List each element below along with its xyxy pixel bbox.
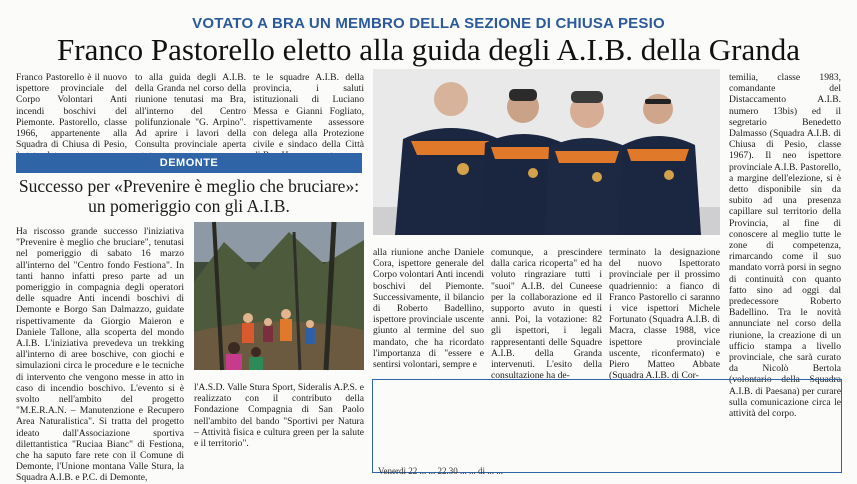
main-article-col-6: terminato la designazione del nuovo Ispettorato provinciale per il prossimo quadriennio: a fianco di Franco Pastorello ci saranno i vice ispettori Michele Fortunato (Squadra A.I.B. di Macra, classe 1988, vice ispettore provinciale uscente, riconfermato) e Piero Matteo Abbate (Squadra A.I.B. di Cor-: [609, 247, 720, 382]
bottom-box-text: Venerdì 22 ... ... 22.30 ... ... di ... ...: [378, 466, 503, 476]
bottom-box: [372, 379, 842, 473]
main-article-col-1: Franco Pastorello è il nuovo ispettore provinciale del Corpo Volontari Anti incendi boschivi del Piemonte. Pastorello, classe 1966, appartenente alla Squadra di Chiusa di Pesio,: [16, 72, 127, 151]
sub-article-col-2: l'A.S.D. Valle Stura Sport, Sideralis A.P.S. e realizzato con il contributo della Fondazione Compagnia di San Paolo nell'ambito del bando "Sportivi per Natura – Attività fisica e cultura green per la salute e il territorio".: [194, 382, 364, 450]
section-label: DEMONTE: [16, 153, 362, 173]
group-photo: [373, 69, 720, 235]
headline: Franco Pastorello eletto alla guida degli A.I.B. della Granda: [57, 32, 800, 67]
main-article-col-3: te le squadre A.I.B. della provincia, i saluti istituzionali di Luciano Messa e Gianni Fogliato, rispettivamente assessore con delega alla Protezione civile e sindaco della Città: [253, 72, 364, 151]
main-article-col-5: comunque, a prescindere dalla carica ricoperta" ed ha voluto ringraziare tutti i "suoi" A.I.B. del Cuneese per la collaborazione ed il supporto avuto in questi anni. Poi, la votazione: 82 gli ispettori, i legali rappresentanti delle Squadre A.I.B. della Granda intervenuti. L'esito della consultazione ha de-: [491, 247, 602, 382]
main-article-col-2: to alla guida degli A.I.B. della Granda nel corso della riunione tenutasi ma Bra, all'interno del Centro polifunzionale "G. Arpino". Ad aprire i lavori della Consulta provinciale aperta: [135, 72, 246, 151]
sub-article-headline: Successo per «Prevenire è meglio che bruciare»: un pomeriggio con gli A.I.B.: [18, 176, 360, 216]
main-article-col-7: temilia, classe 1983, comandante del Distaccamento A.I.B. numero 13bis) ed il segretario Benedetto Dalmasso (Squadra A.I.B. di Chiusa di Pesio, classe 1967). Il neo ispettore provinciale A.I.B. Pastorello, a margine dell'elezione, si è detto disponibile sin da subito ad una presenza capillare sul territorio della Provincia, al fine di conoscere al meglio tutte le zone di competenza, rimarcando come il suo mandato vorrà porsi in segno di continuità con quanto fatto sino ad oggi dal predecessore Roberto Badellino. Tra le novità annunciate nel corso della riunione, la creazione di un ufficio stampa a livello provinciale, che sarà curato da Nicolò Bertola (volontario della Squadra A.I.B. di Paesana) per curare sulla comunicazione circa le attività del corpo.: [729, 72, 841, 420]
kicker: VOTATO A BRA UN MEMBRO DELLA SEZIONE DI CHIUSA PESIO: [192, 15, 665, 32]
trekking-photo: [194, 222, 364, 370]
main-article-col-4: alla riunione anche Daniele Cora, ispettore generale del Corpo volontari Anti incendi boschivi del Piemonte. Successivamente, il bilancio di Roberto Badellino, ispettore provinciale uscente giunto al termine del suo mandato, che ha ricordato l'importanza di "essere e sentirsi volontari, sempre e: [373, 247, 484, 371]
sub-article-col-1: Ha riscosso grande successo l'iniziativa "Prevenire è meglio che bruciare", tenutasi nel pomeriggio di sabato 16 marzo all'interno del "Centro fondo Festiona". In tanti hanno infatti preso parte ad un pomeriggio in compagnia degli operatori delle squadre Anti incendi boschivi di Demonte e Borgo San Dalmazzo, guidate rispettivamente da Giorgio Maieron e Daniele Tallone, alla scoperta del mondo A.I.B. L'iniziativa prevedeva un trekking all'interno di aree boschive, con giochi e simulazioni circa le procedure e le tecniche di intervento che vengono messe in atto in caso di incendio boschivo. L'evento si è svolto nell'ambito del progetto "M.E.R.A.N. – Manutenzione e Recupero Area Naturalistica". Si tratta del progetto ideato dall'Associazione sportiva dilettantistica "Ruciaa Bianc" di Festiona, che ha saputo fare rete con il Comune di Demonte, l'Unione montana Valle Stura, la Squadra A.I.B. e P.C. di Demonte,: [16, 226, 184, 484]
